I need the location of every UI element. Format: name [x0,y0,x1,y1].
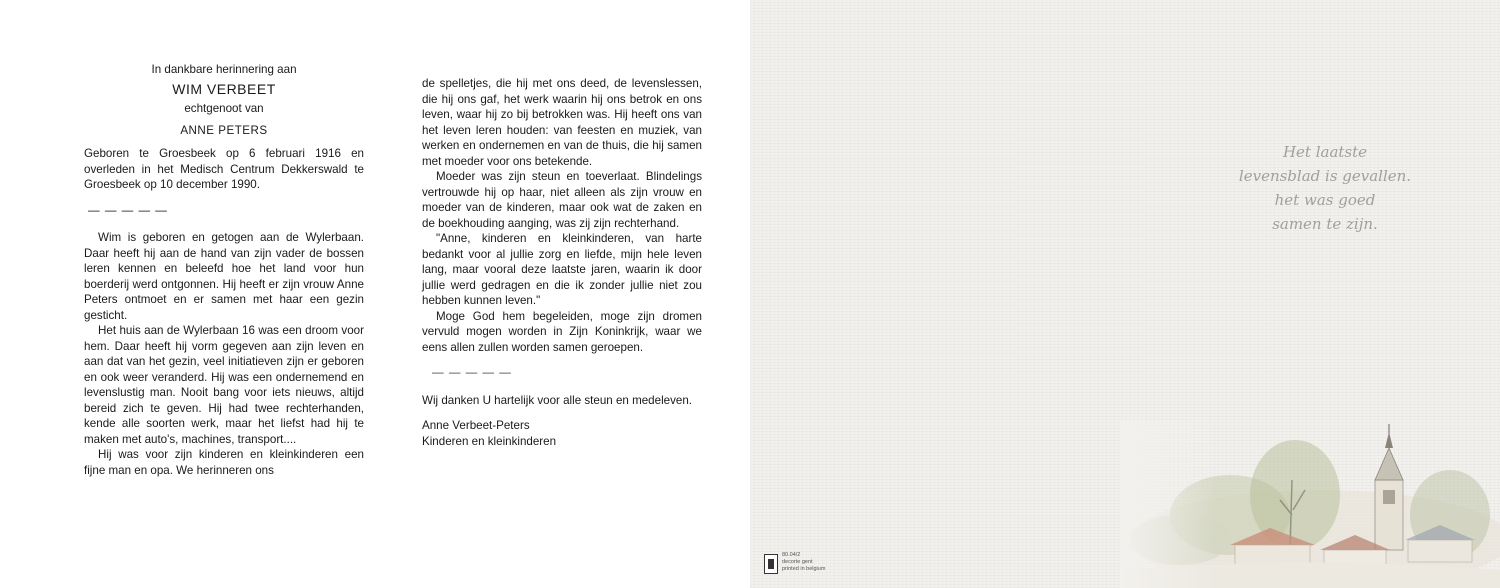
imprint-code: 80.04/2 [782,552,801,558]
signature-spouse: Anne Verbeet-Peters [422,419,530,432]
separator: — — — — — [88,203,168,217]
poem-line: het was goed [1274,191,1376,209]
poem [1210,140,1440,236]
separator: — — — — — [432,366,512,379]
relation-line: echtgenoot van [184,102,264,115]
poem-line: levensblad is gevallen. [1238,167,1412,185]
imprint-printed: printed in belgium [782,566,826,572]
poem-line: samen te zijn. [1272,215,1378,233]
village-landscape-illustration [1120,420,1500,588]
poem-line: Het laatste [1282,143,1368,161]
paragraph: de spelletjes, die hij met ons deed, de levenslessen, die hij ons gaf, het werk waarin hij ons betrok en ons leven, waar hij zo bij betrokken was. Hij heeft ons van het leven leren houden: van feesten en muziek, van werken en ondernemen en van de thuis, die hij samen met moeder voor ons betekende. [422,77,702,168]
intro-line: In dankbare herinnering aan [151,63,297,76]
deceased-name: WIM VERBEET [172,80,276,97]
spouse-name: ANNE PETERS [180,123,268,137]
imprint-publisher: decorte gent [782,559,813,565]
signature-family: Kinderen en kleinkinderen [422,434,557,448]
paragraph: Het huis aan de Wylerbaan 16 was een droom voor hem. Daar heeft hij vorm gegeven aan zijn leven en aan dat van het gezin, veel initiatieven zijn er geboren en ook weer veranderd. Hij was een ondernemend en levenslustig man. Nooit bang voor iets nieuws, altijd bereid zich te geven. Hij had twee rechterhanden, kende alle soorten werk, maar het liefst had hij te maken met auto's, machines, transport.... [84,324,364,446]
paragraph: Moeder was zijn steun en toeverlaat. Blindelings vertrouwde hij op haar, niet alleen als zijn vrouw en moeder van de kinderen, maar ook wat de zaken en de boekhouding aanging, was zij zijn rechterhand. [422,170,702,230]
thanks-text: Wij danken U hartelijk voor alle steun en medeleven. [422,393,693,407]
text-column-left [84,62,364,478]
paragraph: Hij was voor zijn kinderen en kleinkinderen een fijne man en opa. We herinneren ons [84,448,364,477]
printer-imprint [764,552,854,582]
birth-death-text: Geboren te Groesbeek op 6 februari 1916 en overleden in het Medisch Centrum Dekkerswald te Groesbeek op 10 december 1990. [84,147,364,191]
paragraph: Wim is geboren en getogen aan de Wylerbaan. Daar heeft hij aan de hand van zijn vader de bossen leren kennen en beleefd hoe het land voor hun boerderij werd ontgonnen. Hij heeft er zijn vrouw Anne Peters ontmoet en er samen met haar een gezin gesticht. [84,231,364,322]
publisher-logo-icon [764,554,778,574]
paragraph: "Anne, kinderen en kleinkinderen, van harte bedankt voor al jullie zorg en liefde, mijn hele leven lang, maar vooral deze laatste jaren, waarin ik door jullie werd gedragen en die ik zonder jullie niet zou hebben kunnen leven." [422,232,702,307]
text-column-right [422,76,702,449]
paragraph: Moge God hem begeleiden, moge zijn dromen vervuld mogen worden in Zijn Koninkrijk, waar we eens allen zullen worden samen geroepen. [422,309,702,354]
